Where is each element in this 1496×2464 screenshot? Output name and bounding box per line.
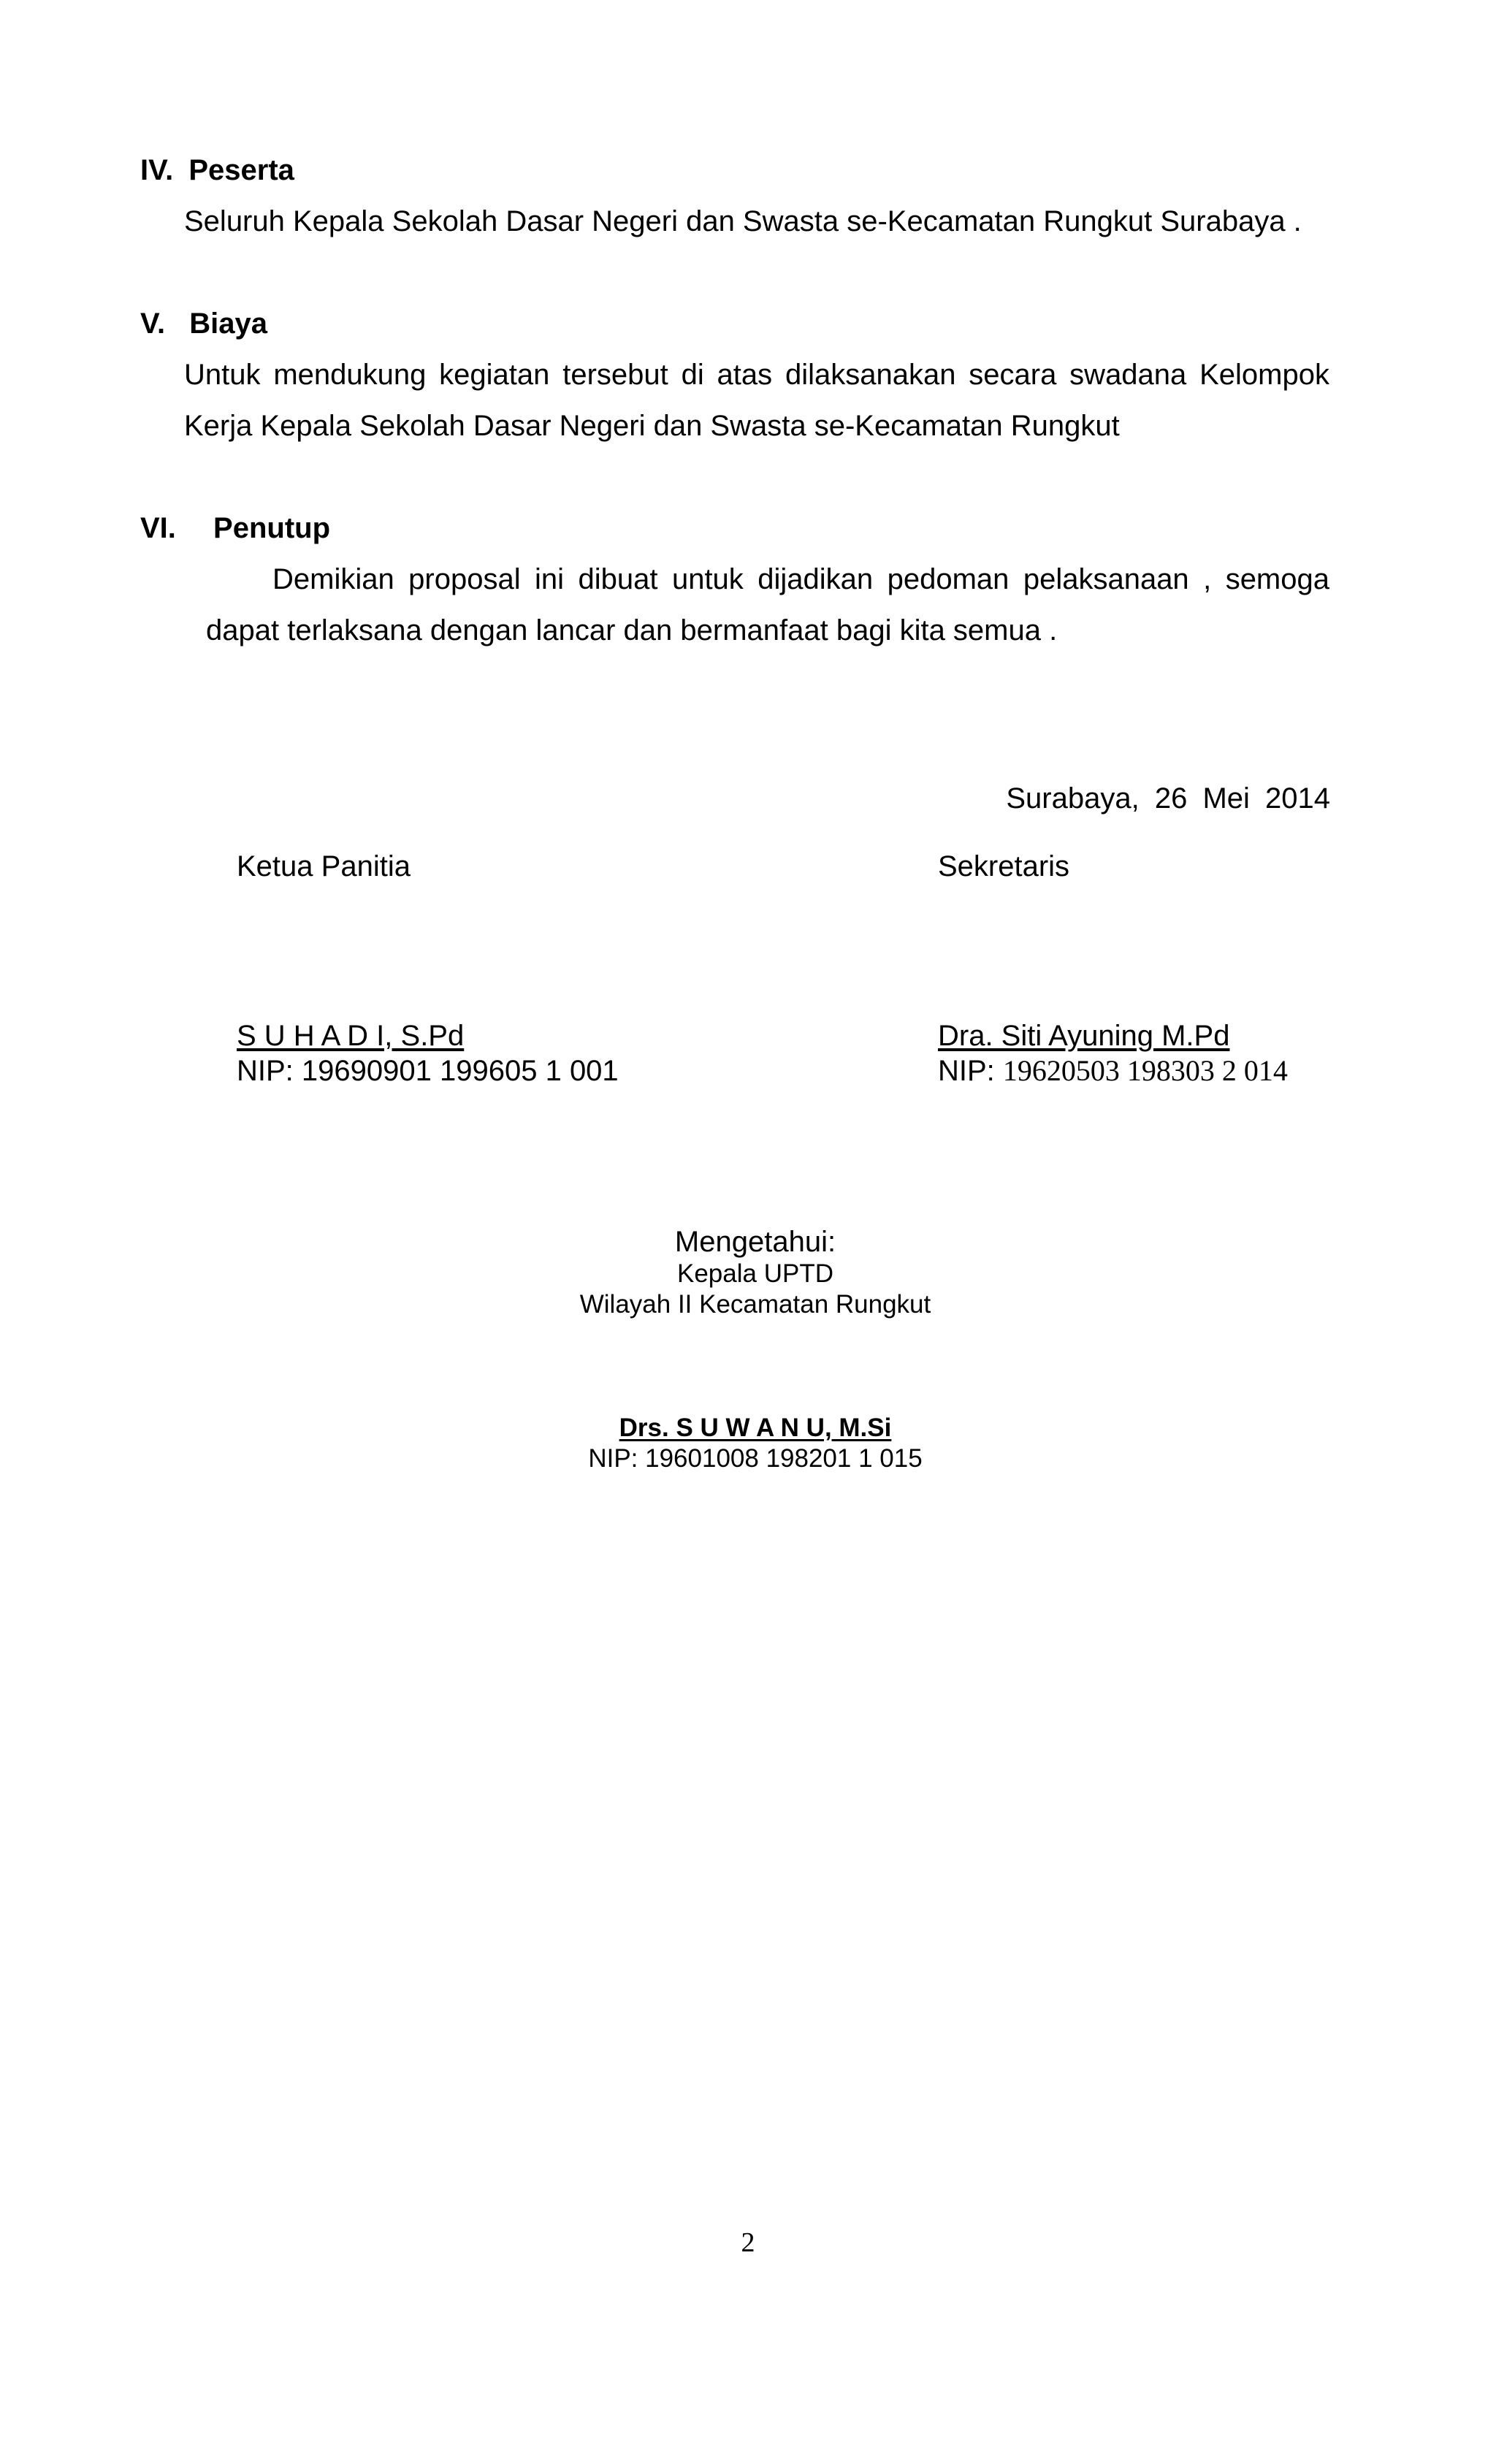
ketua-name: S U H A D I, S.Pd <box>237 1020 465 1052</box>
page-number: 2 <box>741 2227 755 2258</box>
mengetahui-position-1: Kepala UPTD <box>677 1259 833 1288</box>
ketua-nip: NIP: 19690901 199605 1 001 <box>237 1055 619 1087</box>
sekretaris-role: Sekretaris <box>938 850 1070 882</box>
section-vi-number: VI. <box>140 512 176 544</box>
section-v-line-1: Untuk mendukung kegiatan tersebut di atas dilaksanakan secara swadana Kelompok <box>184 359 1329 391</box>
section-v-line-2: Kerja Kepala Sekolah Dasar Negeri dan Swasta se-Kecamatan Rungkut <box>184 410 1120 442</box>
section-vi-line-1: Demikian proposal ini dibuat untuk dijadikan pedoman pelaksanaan , semoga <box>272 563 1329 595</box>
sekretaris-nip <box>938 1054 1288 1088</box>
sekretaris-name: Dra. Siti Ayuning M.Pd <box>938 1020 1230 1052</box>
mengetahui-nip: NIP: 19601008 198201 1 015 <box>588 1444 923 1473</box>
section-vi-heading <box>140 511 330 545</box>
section-iv-number: IV. <box>140 154 174 186</box>
place-date: Surabaya, 26 Mei 2014 <box>1006 782 1330 815</box>
section-iv-title: Peserta <box>188 154 294 186</box>
sekretaris-nip-value: 19620503 198303 2 014 <box>1002 1054 1288 1087</box>
section-v-heading <box>140 307 267 340</box>
mengetahui-label: Mengetahui: <box>674 1226 836 1258</box>
mengetahui-name: Drs. S U W A N U, M.Si <box>619 1414 892 1442</box>
section-vi-title: Penutup <box>213 512 331 544</box>
section-iv-heading <box>140 153 294 187</box>
section-vi-line-2: dapat terlaksana dengan lancar dan bermanfaat bagi kita semua . <box>206 614 1058 646</box>
ketua-role: Ketua Panitia <box>237 850 411 882</box>
section-v-number: V. <box>140 308 166 340</box>
mengetahui-position-2: Wilayah II Kecamatan Rungkut <box>579 1290 931 1319</box>
section-iv-text: Seluruh Kepala Sekolah Dasar Negeri dan Swasta se-Kecamatan Rungkut Surabaya . <box>184 205 1302 237</box>
section-v-title: Biaya <box>189 308 267 340</box>
sekretaris-nip-label: NIP: <box>938 1055 995 1087</box>
